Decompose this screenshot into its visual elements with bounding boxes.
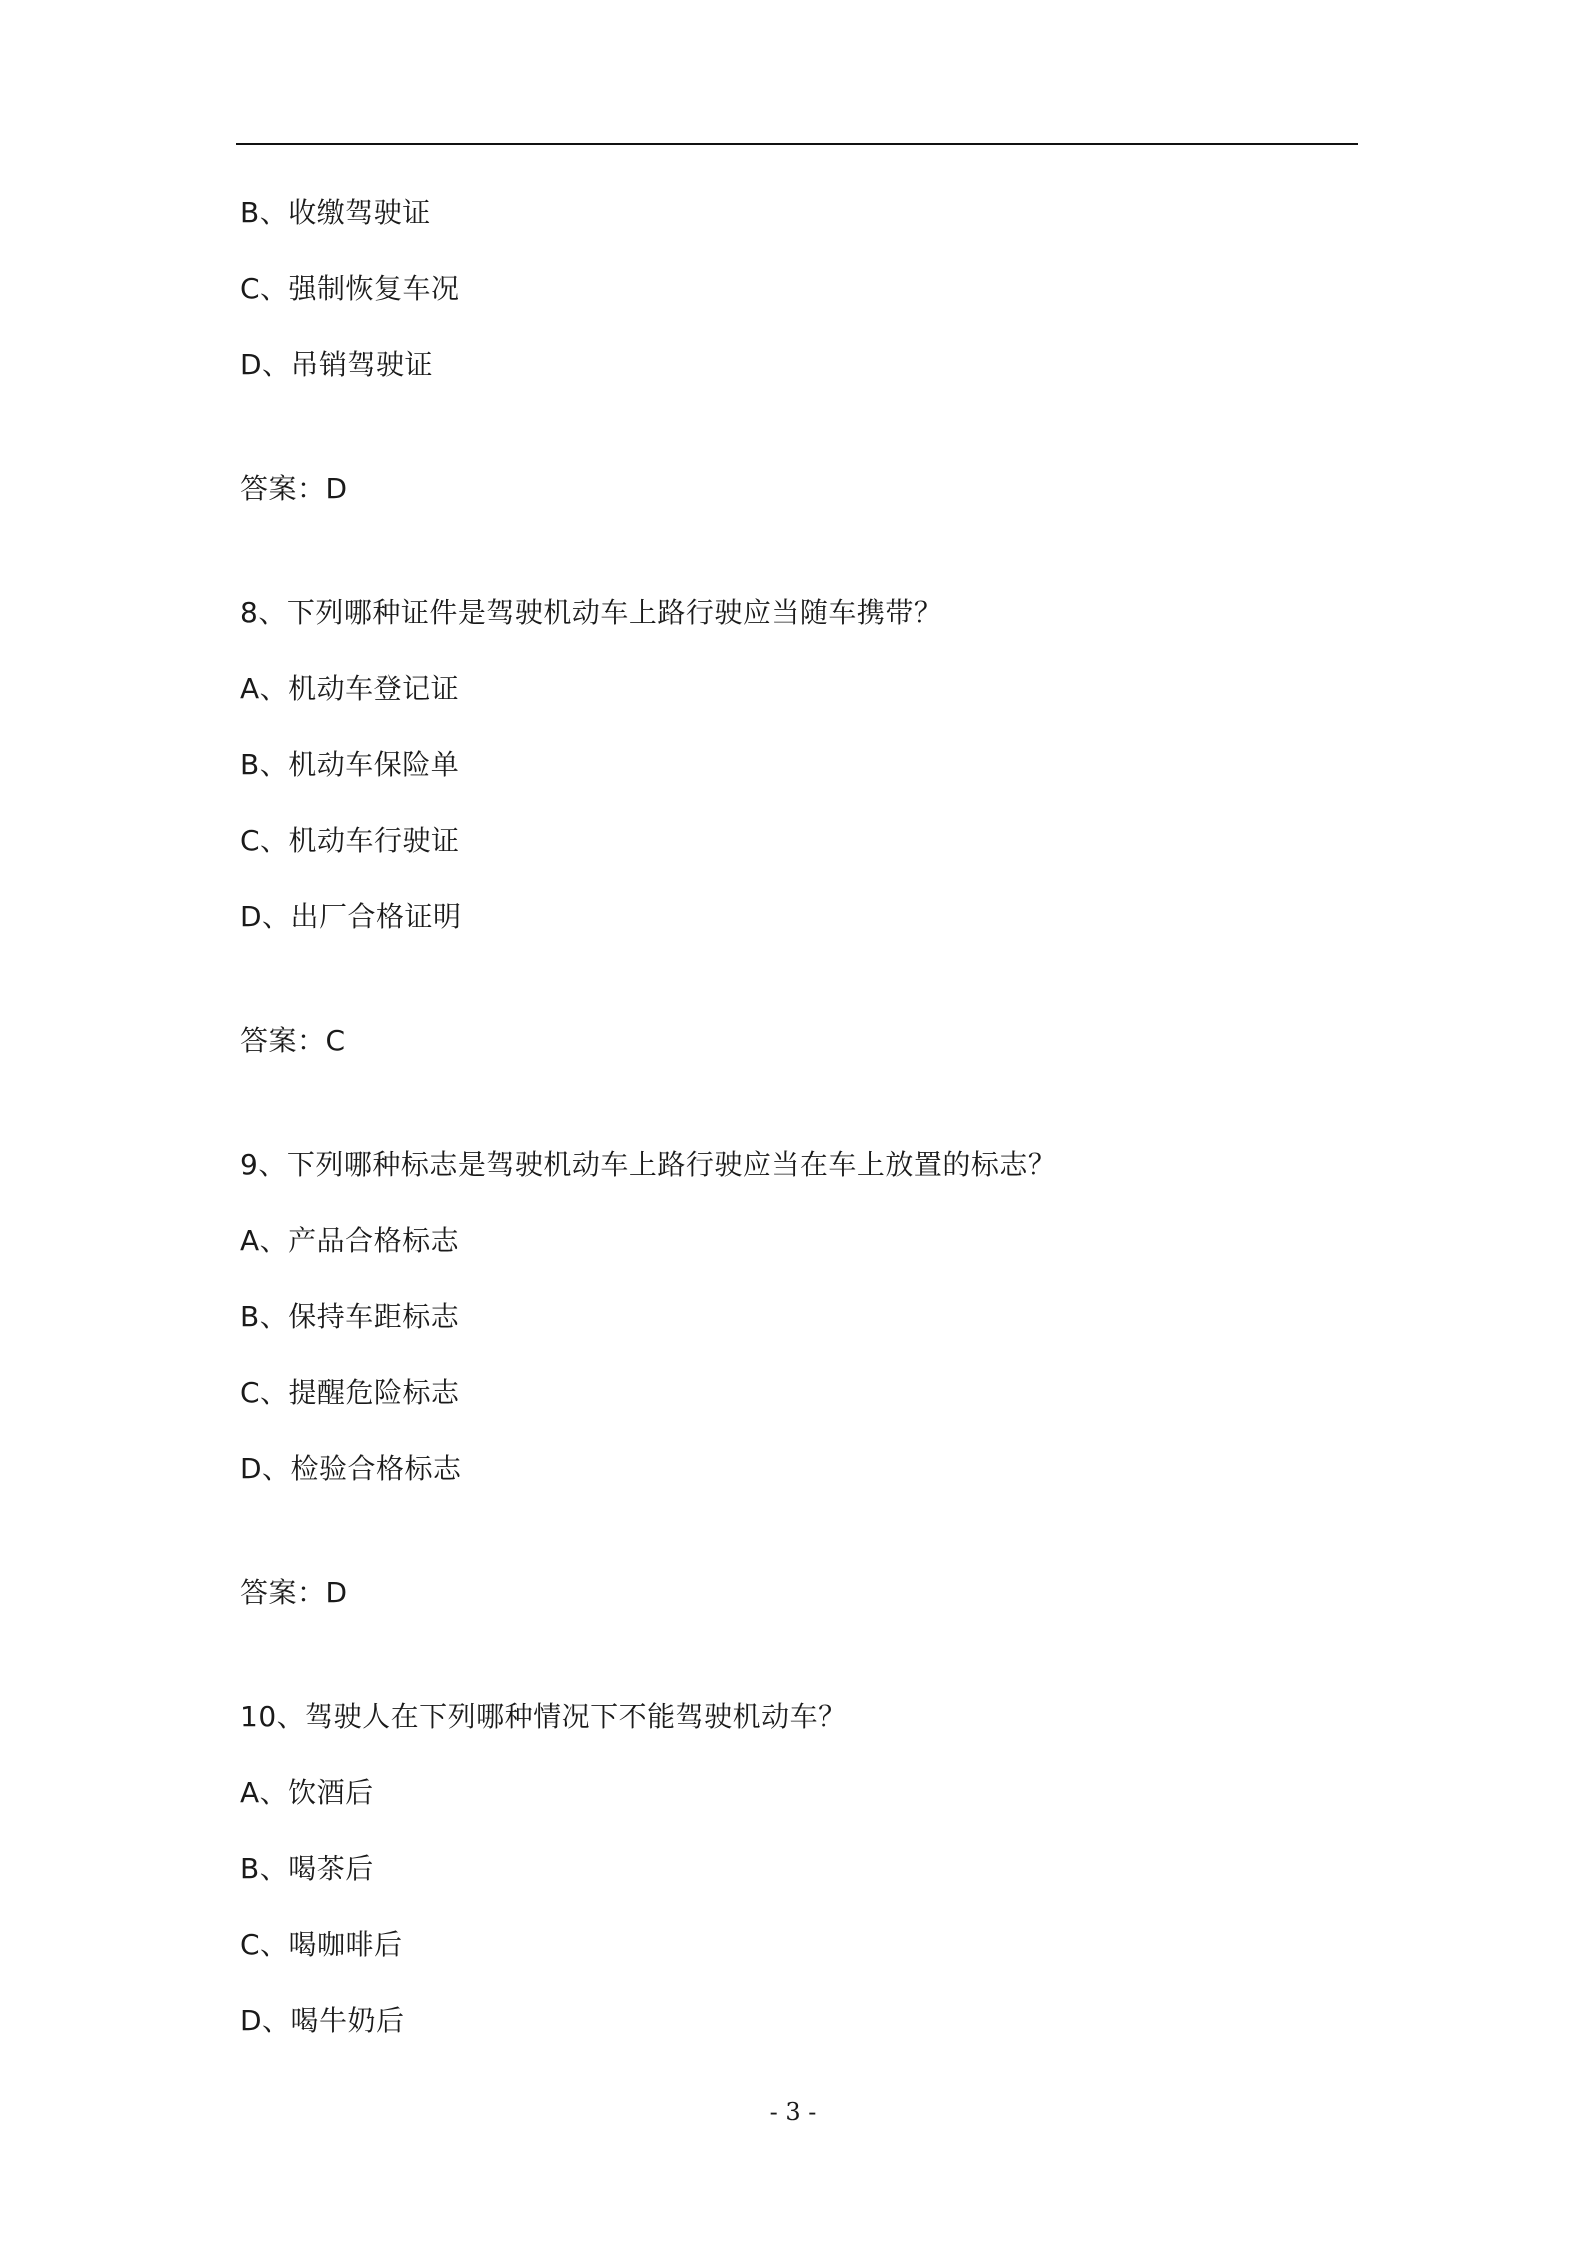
- q7-option-c: C、强制恢复车况: [240, 272, 460, 305]
- q8-question: 8、下列哪种证件是驾驶机动车上路行驶应当随车携带？: [240, 596, 943, 629]
- q8-option-b: B、机动车保险单: [240, 748, 460, 781]
- q8-option-c: C、机动车行驶证: [240, 824, 460, 857]
- q10-question: 10、驾驶人在下列哪种情况下不能驾驶机动车？: [240, 1700, 847, 1733]
- q10-option-c: C、喝咖啡后: [240, 1928, 403, 1961]
- q9-option-d: D、检验合格标志: [240, 1452, 462, 1485]
- q9-question: 9、下列哪种标志是驾驶机动车上路行驶应当在车上放置的标志？: [240, 1148, 1057, 1181]
- q8-option-a: A、机动车登记证: [240, 672, 460, 705]
- q9-option-b: B、保持车距标志: [240, 1300, 460, 1333]
- q10-option-a: A、饮酒后: [240, 1776, 374, 1809]
- q10-option-d: D、喝牛奶后: [240, 2004, 405, 2037]
- header-rule: [236, 143, 1358, 145]
- q10-option-b: B、喝茶后: [240, 1852, 374, 1885]
- q9-answer: 答案：D: [240, 1576, 348, 1609]
- q8-answer: 答案：C: [240, 1024, 346, 1057]
- q9-option-a: A、产品合格标志: [240, 1224, 460, 1257]
- q7-answer: 答案：D: [240, 472, 348, 505]
- q8-option-d: D、出厂合格证明: [240, 900, 462, 933]
- q7-option-d: D、吊销驾驶证: [240, 348, 434, 381]
- q9-option-c: C、提醒危险标志: [240, 1376, 460, 1409]
- q7-option-b: B、收缴驾驶证: [240, 196, 431, 229]
- page-number: - 3 -: [769, 2098, 817, 2126]
